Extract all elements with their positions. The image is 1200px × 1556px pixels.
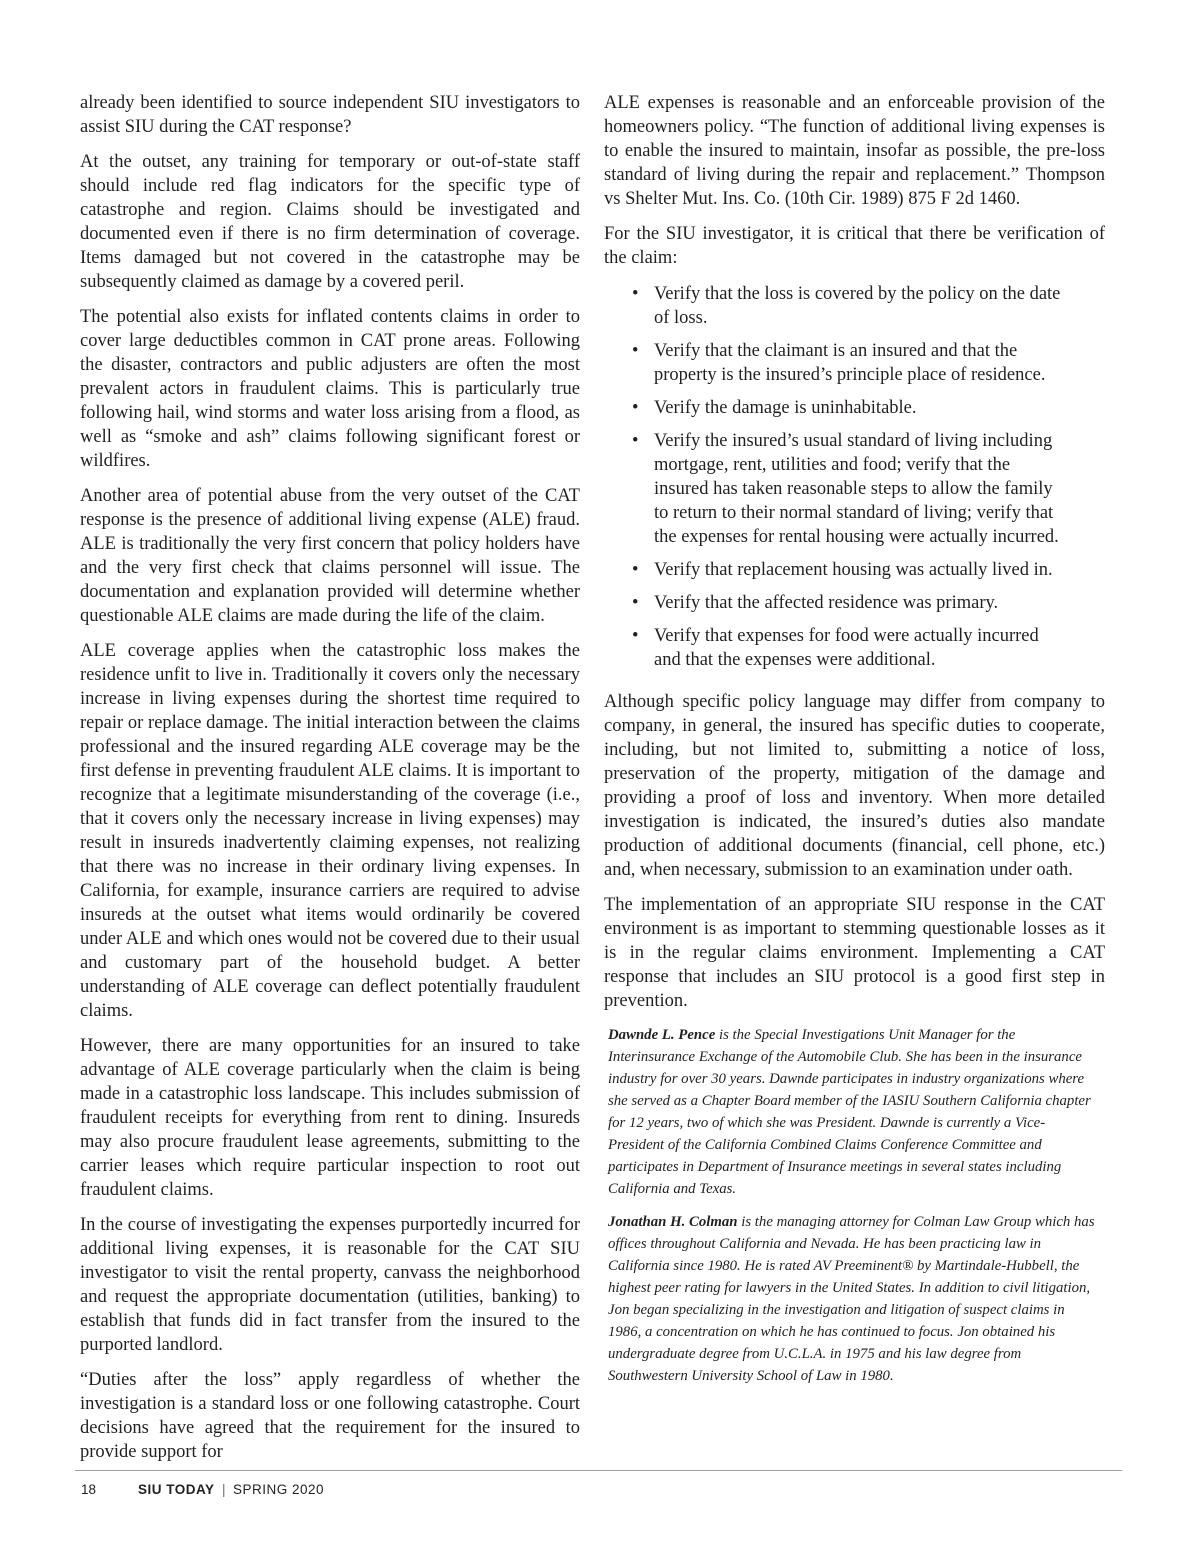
- page-number: 18: [81, 1482, 97, 1497]
- body-paragraph: ALE coverage applies when the catastrophic loss makes the residence unfit to live in. Traditionally it covers only the necessary increase in living expenses during the shortest time required to repair or replace damage. The initial interaction between the claims professional and the insured regarding ALE coverage may be the first defense in preventing fraudulent ALE claims. It is important to recognize that a legitimate misunderstanding of the coverage (i.e., that it covers only the necessary increase in living expenses) may result in insureds inadvertently claiming expenses, not realizing that there was no increase in their ordinary living expenses. In California, for example, insurance carriers are required to advise insureds at the outset what items would ordinarily be covered under ALE and which ones would not be covered due to their usual and customary part of the household budget. A better understanding of ALE coverage can deflect potentially fraudulent claims.: [80, 641, 580, 1021]
- body-paragraph: Another area of potential abuse from the very outset of the CAT response is the presence of additional living expense (ALE) fraud. ALE is traditionally the very first concern that policy holders have and the very first check that claims personnel will issue. The documentation and explanation provided will determine whether questionable ALE claims are made during the life of the claim.: [80, 486, 580, 626]
- publication-name: SIU TODAY: [138, 1482, 215, 1497]
- footer-separator: |: [222, 1482, 226, 1497]
- body-paragraph: Although specific policy language may differ from company to company, in general, the insured has specific duties to cooperate, including, but not limited to, submitting a notice of loss, preservation of the property, mitigation of the damage and providing a proof of loss and inventory. When more detailed investigation is indicated, the insured’s duties also mandate production of additional documents (financial, cell phone, etc.) and, when necessary, submission to an examination under oath.: [604, 692, 1105, 880]
- body-paragraph: already been identified to source independent SIU investigators to assist SIU during the CAT response?: [80, 93, 580, 137]
- body-paragraph: At the outset, any training for temporary or out-of-state staff should include red flag indicators for the specific type of catastrophe and region. Claims should be investigated and documented even if there is no firm determination of coverage. Items damaged but not covered in the catastrophe may be subsequently claimed as damage by a covered peril.: [80, 152, 580, 292]
- bullet-item: • Verify that the loss is covered by the policy on the date of loss.: [654, 282, 1061, 330]
- bullet-item: • Verify that the affected residence was primary.: [654, 591, 1061, 615]
- body-paragraph: The implementation of an appropriate SIU response in the CAT environment is as important to stemming questionable losses as it is in the regular claims environment. Implementing a CAT response that includes an SIU protocol is a good first step in prevention.: [604, 895, 1105, 1011]
- bullet-item: • Verify the insured’s usual standard of living including mortgage, rent, utilities and food; verify that the insured has taken reasonable steps to allow the family to return to their normal standard of living; verify that the expenses for rental housing were actually incurred.: [654, 429, 1061, 549]
- author-name: Jonathan H. Colman: [608, 1214, 738, 1230]
- bullet-item: • Verify the damage is uninhabitable.: [654, 396, 1061, 420]
- body-paragraph: The potential also exists for inflated contents claims in order to cover large deductibles common in CAT prone areas. Following the disaster, contractors and public adjusters are often the most prevalent actors in fraudulent claims. This is particularly true following hail, wind storms and water loss arising from a flood, as well as “smoke and ash” claims following significant forest or wildfires.: [80, 307, 580, 471]
- footer-rule: [75, 1470, 1122, 1471]
- left-column: [80, 91, 580, 1475]
- verification-bullet-list: [604, 282, 1105, 672]
- body-paragraph: “Duties after the loss” apply regardless of whether the investigation is a standard loss or one following catastrophe. Court decisions have agreed that the requirement for the insured to provide support for: [80, 1370, 580, 1462]
- author-bio-text: is the managing attorney for Colman Law Group which has offices throughout California and Nevada. He has been practicing law in California since 1980. He is rated AV Preeminent® by Martindale-Hubbell, the highest peer rating for lawyers in the United States. In addition to civil litigation, Jon began specializing in the investigation and litigation of suspect claims in 1986, a concentration on which he has continued to focus. Jon obtained his undergraduate degree from U.C.L.A. in 1975 and his law degree from Southwestern University School of Law in 1980.: [608, 1214, 1095, 1384]
- body-paragraph: In the course of investigating the expenses purportedly incurred for additional living expenses, it is reasonable for the CAT SIU investigator to visit the rental property, canvass the neighborhood and request the appropriate documentation (utilities, banking) to establish that funds did in fact transfer from the insured to the purported landlord.: [80, 1215, 580, 1355]
- author-bio-text: is the Special Investigations Unit Manager for the Interinsurance Exchange of the Automobile Club. She has been in the insurance industry for over 30 years. Dawnde participates in industry organizations where she served as a Chapter Board member of the IASIU Southern California chapter for 12 years, two of which she was President. Dawnde is currently a Vice-President of the California Combined Claims Conference Committee and participates in Department of Insurance meetings in several states including California and Texas.: [608, 1027, 1091, 1197]
- body-paragraph: For the SIU investigator, it is critical that there be verification of the claim:: [604, 224, 1105, 268]
- author-bio: [604, 1024, 1100, 1200]
- issue-date: SPRING 2020: [233, 1482, 325, 1497]
- bullet-item: • Verify that replacement housing was actually lived in.: [654, 558, 1061, 582]
- body-paragraph: However, there are many opportunities for an insured to take advantage of ALE coverage particularly when the claim is being made in a catastrophic loss landscape. This includes submission of fraudulent receipts for everything from rent to dining. Insureds may also procure fraudulent lease agreements, submitting to the carrier leases which require particular inspection to root out fraudulent claims.: [80, 1036, 580, 1200]
- bullet-item: • Verify that the claimant is an insured and that the property is the insured’s principle place of residence.: [654, 339, 1061, 387]
- bullet-item: • Verify that expenses for food were actually incurred and that the expenses were additional.: [654, 624, 1061, 672]
- body-paragraph: ALE expenses is reasonable and an enforceable provision of the homeowners policy. “The function of additional living expenses is to enable the insured to maintain, insofar as possible, the pre-loss standard of living during the repair and replacement.” Thompson vs Shelter Mut. Ins. Co. (10th Cir. 1989) 875 F 2d 1460.: [604, 93, 1105, 209]
- author-bio: [604, 1211, 1100, 1387]
- author-name: Dawnde L. Pence: [608, 1027, 716, 1043]
- right-column: [604, 91, 1105, 1398]
